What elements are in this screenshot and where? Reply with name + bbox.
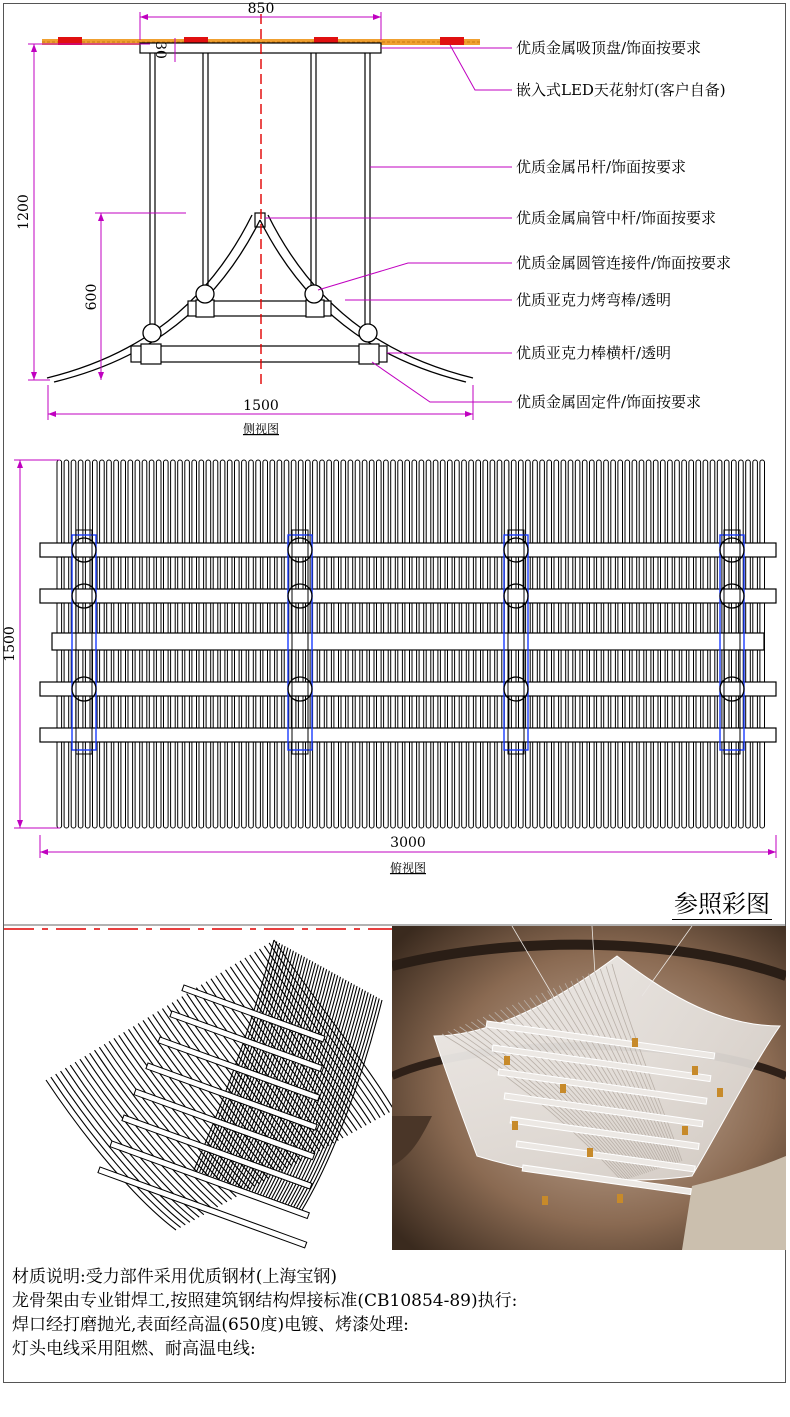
photo-gold-fitting <box>682 1126 688 1135</box>
note-line: 灯头电线采用阻燃、耐高温电线: <box>12 1339 256 1359</box>
reference-photo <box>392 926 786 1250</box>
callout-ceiling-plate: 优质金属吸顶盘/饰面按要求 <box>516 39 702 57</box>
callout-acrylic-crossbar: 优质亚克力棒横杆/透明 <box>516 344 672 362</box>
photo-gold-fitting <box>504 1056 510 1065</box>
dim-depth: 1500 <box>2 626 18 662</box>
dim-top-width: 850 <box>247 1 275 17</box>
photo-gold-fitting <box>512 1121 518 1130</box>
photo-gold-fitting <box>632 1038 638 1047</box>
note-line: 材质说明:受力部件采用优质钢材(上海宝钢) <box>12 1267 337 1287</box>
note-line: 焊口经打磨抛光,表面经高温(650度)电镀、烤漆处理: <box>12 1315 409 1335</box>
dim-height: 1200 <box>16 194 32 230</box>
callout-round-connector: 优质金属圆管连接件/饰面按要求 <box>516 254 732 272</box>
cross-bar <box>40 682 776 696</box>
dim-top-offset: 30 <box>152 41 168 59</box>
callout-fixing-part: 优质金属固定件/饰面按要求 <box>516 393 702 411</box>
photo-gold-fitting <box>692 1066 698 1075</box>
cross-bar <box>40 543 776 557</box>
callout-flat-tube: 优质金属扁管中杆/饰面按要求 <box>516 209 717 227</box>
photo-gold-fitting <box>542 1196 548 1205</box>
dim-bottom-width: 1500 <box>243 398 279 414</box>
note-line: 龙骨架由专业钳焊工,按照建筑钢结构焊接标准(CB10854-89)执行: <box>12 1291 518 1311</box>
side-view-drawing <box>0 0 790 440</box>
top-view-caption: 俯视图 <box>389 861 427 875</box>
top-view-drawing <box>0 440 790 880</box>
photo-gold-fitting <box>587 1148 593 1157</box>
photo-gold-fitting <box>560 1084 566 1093</box>
cross-bar <box>40 589 776 603</box>
dim-inner-height: 600 <box>84 283 100 311</box>
side-view-caption: 侧视图 <box>242 422 280 436</box>
hanging-rods <box>150 53 370 330</box>
reference-title: 参照彩图 <box>672 884 772 920</box>
photo-gold-fitting <box>717 1088 723 1097</box>
cross-bar <box>40 728 776 742</box>
material-notes <box>12 1265 772 1361</box>
callout-bent-acrylic: 优质亚克力烤弯棒/透明 <box>516 291 672 309</box>
render-cross-bar <box>134 1089 315 1160</box>
center-bar <box>52 633 764 650</box>
3d-render-illustration <box>4 930 392 1250</box>
callout-led-downlight: 嵌入式LED天花射灯(客户自备) <box>516 81 726 99</box>
callout-hanging-rod: 优质金属吊杆/饰面按要求 <box>516 158 687 176</box>
photo-gold-fitting <box>617 1194 623 1203</box>
acrylic-cross-bar <box>131 301 387 362</box>
dim-width: 3000 <box>390 835 426 851</box>
